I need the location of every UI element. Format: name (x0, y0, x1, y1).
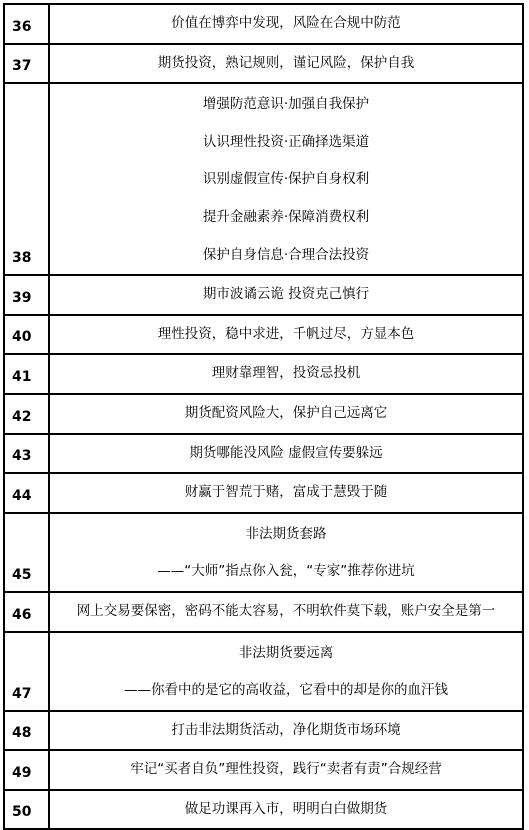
slogan-cell (49, 354, 523, 394)
row-number: 50 (4, 790, 49, 830)
table-row (4, 592, 523, 632)
slogan-line: 期货投资，熟记规则，谨记风险，保护自我 (157, 54, 415, 71)
row-number: 43 (4, 434, 49, 474)
slogan-line: 网上交易要保密，密码不能太容易，不明软件莫下载，账户安全是第一 (76, 602, 496, 619)
slogan-line: 做足功课再入市，明明白白做期货 (184, 800, 388, 817)
slogan-cell (49, 632, 523, 711)
table-row (4, 315, 523, 355)
table-row (4, 632, 523, 711)
slogan-cell (49, 592, 523, 632)
slogan-line: 非法期货套路 (245, 525, 327, 542)
slogan-line: 期市波谲云诡 投资克己慎行 (202, 286, 370, 303)
row-number: 45 (4, 513, 49, 592)
row-number: 46 (4, 592, 49, 632)
slogan-line: 提升金融素养·保障消费权利 (202, 208, 370, 225)
row-number: 38 (4, 83, 49, 275)
row-number: 48 (4, 711, 49, 751)
slogan-cell (49, 83, 523, 275)
slogan-line: 打击非法期货活动，净化期货市场环境 (171, 721, 401, 738)
slogan-cell (49, 473, 523, 513)
table-row (4, 711, 523, 751)
slogan-cell (49, 750, 523, 790)
slogan-line: 期货配资风险大，保护自己远离它 (184, 404, 388, 421)
table-row (4, 44, 523, 84)
table-row (4, 275, 523, 315)
slogan-table-body (4, 4, 523, 829)
row-number: 41 (4, 354, 49, 394)
slogan-line: 保护自身信息·合理合法投资 (202, 246, 370, 263)
slogan-line: 期货哪能没风险 虚假宣传要躲远 (189, 444, 383, 461)
slogan-cell (49, 434, 523, 474)
slogan-line: 理财靠理智，投资忌投机 (211, 365, 361, 382)
row-number: 44 (4, 473, 49, 513)
slogan-cell (49, 44, 523, 84)
slogan-line: 财赢于智荒于赌，富成于慧毁于随 (184, 484, 388, 501)
slogan-line: 理性投资，稳中求进，千帆过尽，方显本色 (157, 325, 415, 342)
row-number: 42 (4, 394, 49, 434)
slogan-line: 非法期货要远离 (238, 644, 334, 661)
row-number: 39 (4, 275, 49, 315)
table-row (4, 750, 523, 790)
slogan-table (3, 3, 524, 830)
slogan-line: ——你看中的是它的高收益，它看中的却是你的血汗钱 (124, 682, 448, 699)
table-row (4, 394, 523, 434)
slogan-line: 牢记“买者自负”理性投资，践行“卖者有责”合规经营 (130, 761, 442, 778)
table-row (4, 473, 523, 513)
table-row (4, 83, 523, 275)
row-number: 37 (4, 44, 49, 84)
slogan-line: 增强防范意识·加强自我保护 (202, 96, 370, 113)
slogan-cell (49, 711, 523, 751)
slogan-cell (49, 790, 523, 830)
slogan-cell (49, 513, 523, 592)
table-row (4, 354, 523, 394)
slogan-cell (49, 275, 523, 315)
table-row (4, 434, 523, 474)
slogan-cell (49, 4, 523, 44)
row-number: 36 (4, 4, 49, 44)
table-row (4, 4, 523, 44)
row-number: 49 (4, 750, 49, 790)
slogan-line: 识别虚假宣传·保护自身权利 (202, 171, 370, 188)
table-row (4, 513, 523, 592)
slogan-line: ——“大师”指点你入瓮，“专家”推荐你进坑 (157, 563, 415, 580)
row-number: 40 (4, 315, 49, 355)
slogan-cell (49, 394, 523, 434)
slogan-cell (49, 315, 523, 355)
table-row (4, 790, 523, 830)
slogan-line: 价值在博弈中发现，风险在合规中防范 (171, 15, 401, 31)
row-number: 47 (4, 632, 49, 711)
slogan-line: 认识理性投资·正确择选渠道 (202, 133, 370, 150)
